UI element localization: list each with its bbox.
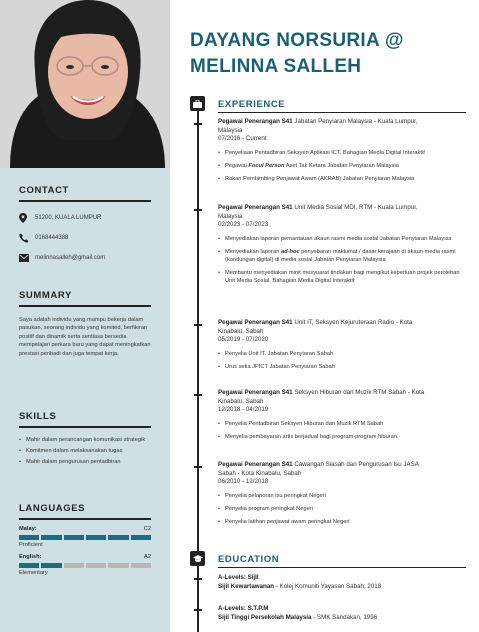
language-level-segment xyxy=(131,563,151,568)
language-level-segment xyxy=(41,563,61,568)
name-line-1: DAYANG NORSURIA @ xyxy=(190,30,404,51)
education-school: - SMK Sandakan, 1996 xyxy=(311,614,378,621)
job-entry xyxy=(218,461,466,526)
contact-divider xyxy=(19,200,151,202)
education-school: - Kolej Komuniti Yayasan Sabah, 2018 xyxy=(274,583,382,590)
language-english xyxy=(19,554,151,576)
language-malay xyxy=(19,526,151,548)
summary-divider xyxy=(19,305,151,307)
summary-title: SUMMARY xyxy=(19,290,72,301)
language-level-segment xyxy=(131,535,151,540)
job-bullet: • Urus setia JPICT Jabatan Penyiaran Sabah xyxy=(218,363,466,371)
language-level-segment xyxy=(86,563,106,568)
language-level-text: Proficient xyxy=(19,541,43,548)
language-name: Malay: xyxy=(19,525,37,532)
name-line-2: MELINNA SALLEH xyxy=(190,56,362,77)
summary-section xyxy=(19,290,151,358)
main-content xyxy=(170,0,479,632)
education-divider xyxy=(218,567,466,568)
job-bullet: • Rakan Pembimbing Penjawat Awam (AKRAB) Jabatan Penyiaran Malaysia xyxy=(218,175,466,183)
languages-title: LANGUAGES xyxy=(19,503,86,514)
job-org-location: Kinabalu, Sabah xyxy=(218,327,264,335)
timeline-marker xyxy=(194,609,202,611)
timeline-marker xyxy=(194,324,202,326)
language-level-segment xyxy=(19,563,39,568)
contact-phone[interactable] xyxy=(19,228,151,248)
language-level-segment xyxy=(108,535,128,540)
job-dates: 06/2010 - 12/2018 xyxy=(218,478,269,486)
job-role: Pegawai Penerangan S41 xyxy=(218,389,293,396)
contact-address-text: 51200, KUALA LUMPUR xyxy=(35,214,102,221)
language-code: C2 xyxy=(143,525,151,532)
envelope-icon xyxy=(19,254,35,262)
job-org-location: Malaysia xyxy=(218,126,243,134)
job-dates: 02/2023 - 07/2023 xyxy=(218,221,269,229)
job-role: Pegawai Penerangan S41 xyxy=(218,204,293,211)
job-bullet: • Penyelia program peringkat Negeri xyxy=(218,505,466,513)
education-level: A-Levels: S.T.P.M xyxy=(218,605,269,612)
job-dates: 05/2019 - 07/2020 xyxy=(218,336,269,344)
skills-section xyxy=(19,411,151,469)
job-bullet: • Penyelia latihan penjawat awam peringkat Negeri xyxy=(218,518,466,526)
skills-divider xyxy=(19,426,151,428)
skill-item: • Mahir dalam pengurusan pentadbiran xyxy=(19,458,151,466)
skill-item: • Mahir dalam perancangan komunikasi strategik xyxy=(19,436,151,444)
job-bullet: • Menyelia pembayaran artis berjadual bagi program-program hiburan. xyxy=(218,433,466,441)
job-org: Jabatan Penyiaran Malaysia - Kuala Lumpur, xyxy=(294,118,418,125)
language-level-segment xyxy=(86,535,106,540)
job-org: Unit IT, Seksyen Kejuruteraan Radio - Kota xyxy=(294,319,413,326)
languages-divider xyxy=(19,518,151,520)
education-title: EDUCATION xyxy=(218,554,280,565)
education-entry xyxy=(218,573,466,591)
contact-section xyxy=(19,185,151,268)
timeline-marker xyxy=(194,394,202,396)
job-entry xyxy=(218,319,466,371)
job-entry xyxy=(218,118,466,183)
job-bullet: • Pegawai Focul Person Aset Tak Ketara Jabatan Penyiaran Malaysia xyxy=(218,162,466,170)
job-bullet: • Penyeliaan Pentadbiran Seksyen Aplikasi ICT, Bahagian Media Digital Interaktif xyxy=(218,149,466,157)
profile-photo xyxy=(0,0,170,168)
location-pin-icon xyxy=(19,213,35,223)
language-level-bars xyxy=(19,563,151,568)
job-dates: 12/2018 - 04/2019 xyxy=(218,406,269,414)
contact-email-text: melinnasalleh@gmail.com xyxy=(35,254,106,261)
graduation-cap-icon xyxy=(190,551,205,566)
education-entry xyxy=(218,604,466,622)
job-bullet: • Menyediakan laporan pemantauan akaun rasmi media sosial Jabatan Penyiaran Malaysia xyxy=(218,235,466,243)
timeline-marker xyxy=(194,209,202,211)
job-bullet: • Penyelia Pentadbiran Seksyen Hiburan dan Muzik RTM Sabah xyxy=(218,420,466,428)
experience-title: EXPERIENCE xyxy=(218,99,286,110)
contact-address xyxy=(19,208,151,228)
language-level-segment xyxy=(19,535,39,540)
job-role: Pegawai Penerangan S41 xyxy=(218,319,293,326)
job-bullet: • Membantu menyediakan minit mesyuarat tindakan bagi mengikut keperluan projek perolehan Unit Media Sosial, Bahagian Media Digital Interaktif xyxy=(218,269,466,285)
job-entry xyxy=(218,204,466,285)
job-org: Seksyen Hiburan dan Muzik RTM Sabah - Kota xyxy=(294,389,425,396)
education-level: A-Levels: SijIl xyxy=(218,574,259,581)
language-code: A2 xyxy=(144,553,151,560)
contact-title: CONTACT xyxy=(19,185,69,196)
language-level-segment xyxy=(41,535,61,540)
job-org-location: Kinabalu, Sabah xyxy=(218,397,264,405)
language-name: English: xyxy=(19,553,42,560)
job-bullet: • Penyelia pelaporan isu peringkat Negeri xyxy=(218,492,466,500)
education-qualification: Sijil Kewartawanan xyxy=(218,583,275,590)
language-level-text: Elementary xyxy=(19,569,48,576)
contact-phone-text: 0168444388 xyxy=(35,234,69,241)
job-org: Unit Media Sosial MDI, RTM - Kuala Lumpur, xyxy=(294,204,418,211)
phone-icon xyxy=(19,233,35,243)
job-role: Pegawai Penerangan S41 xyxy=(218,461,293,468)
job-entry xyxy=(218,389,466,441)
experience-divider xyxy=(218,112,466,113)
summary-text: Saya adalah individu yang mampu bekerja dalam pasukan, seorang individu yang komited, berfikiran positif dan dinamik serta sentiasa bersedia mempelajari perkara baru yang dapat meningkatkan prestasi peribadi dan juga tempat kerja. xyxy=(19,316,151,357)
education-qualification: Sijil Tinggi Persekolah Malaysia xyxy=(218,614,312,621)
contact-email[interactable] xyxy=(19,248,151,268)
job-dates: 07/2016 - Current xyxy=(218,135,267,143)
job-org-location: Malaysia xyxy=(218,212,243,220)
job-org-location: Sabah - Kota Kinabalu, Sabah xyxy=(218,469,302,477)
job-org: Cawangan Siasah dan Pengurusan Isu JASA xyxy=(294,461,419,468)
language-level-segment xyxy=(64,563,84,568)
job-bullet: • Penyelia Unit IT, Jabatan Penyiaran Sabah xyxy=(218,350,466,358)
profile-photo-illustration xyxy=(0,0,170,168)
skill-item: • Komitmen dalam melaksanakan tugas xyxy=(19,447,151,455)
job-role: Pegawai Penerangan S41 xyxy=(218,118,293,125)
language-level-bars xyxy=(19,535,151,540)
skills-title: SKILLS xyxy=(19,411,57,422)
sidebar xyxy=(0,0,170,632)
full-name xyxy=(190,28,404,80)
job-bullet: • Menyediakan laporan ad-hoc penyebaran maklumat / dasar kerajaan di akaun media rasmi (kandungan digital) di media sosial Jabatan Penyiaran Malaysia xyxy=(218,248,466,264)
timeline-marker xyxy=(194,466,202,468)
timeline-marker xyxy=(194,578,202,580)
languages-section xyxy=(19,503,151,576)
language-level-segment xyxy=(64,535,84,540)
timeline-marker xyxy=(194,123,202,125)
language-level-segment xyxy=(108,563,128,568)
briefcase-icon xyxy=(190,96,205,111)
